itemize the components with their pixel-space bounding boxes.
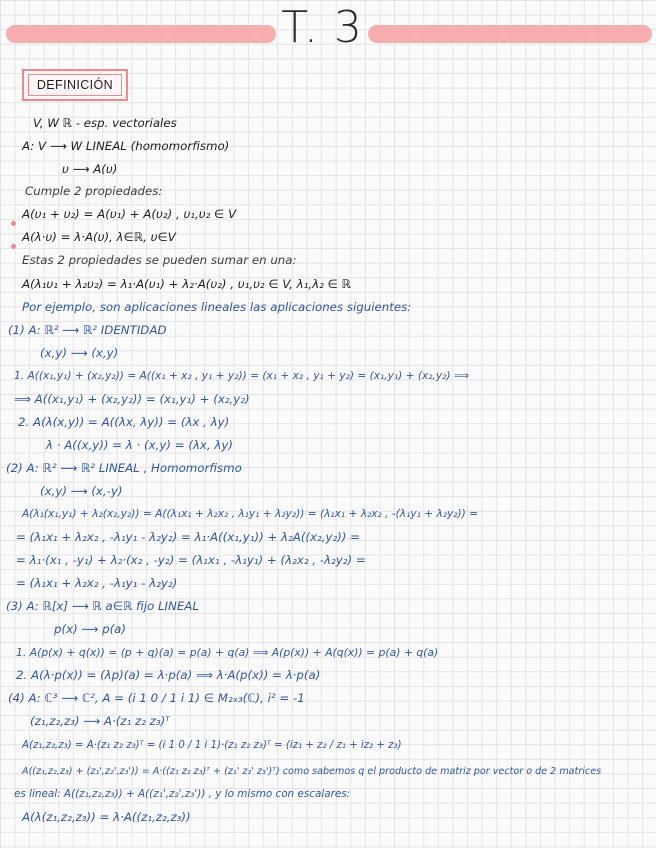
note-line: (3) A: ℝ[x] ⟶ ℝ a∈ℝ fijo LINEAL — [6, 599, 199, 613]
definition-box — [22, 69, 128, 101]
note-line: V, W ℝ - esp. vectoriales — [33, 116, 177, 130]
note-line: (4) A: ℂ³ ⟶ ℂ², A = (i 1 0 / 1 i 1) ∈ M₂ₓ₃(ℂ), i² = -1 — [8, 691, 305, 705]
note-line: υ ⟶ A(υ) — [62, 162, 118, 176]
title-highlight-right — [368, 25, 652, 43]
note-line: A((z₁,z₂,z₃) + (z₁',z₂',z₃')) = A·((z₁ z₂ z₃)ᵀ + (z₁' z₂' z₃')ᵀ) como sabemos q el producto de matriz por vector o de 2 matrices — [22, 766, 602, 777]
note-line: 1. A((x₁,y₁) + (x₂,y₂)) = A((x₁ + x₂ , y₁ + y₂)) = (x₁ + x₂ , y₁ + y₂) = (x₁,y₁) + (x₂,y₂) ⟹ — [14, 370, 470, 382]
note-line: (2) A: ℝ² ⟶ ℝ² LINEAL , Homomorfismo — [6, 461, 242, 475]
note-line: Estas 2 propiedades se pueden sumar en una: — [22, 253, 297, 267]
note-line: 2. A(λ(x,y)) = A((λx, λy)) = (λx , λy) — [18, 415, 230, 429]
note-line: A(λ₁(x₁,y₁) + λ₂(x₂,y₂)) = A((λ₁x₁ + λ₂x₂ , λ₁y₁ + λ₂y₂)) = (λ₁x₁ + λ₂x₂ , -(λ₁y₁ + λ₂y₂)) = — [22, 508, 478, 520]
note-line: ⟹ A((x₁,y₁) + (x₂,y₂)) = (x₁,y₁) + (x₂,y₂) — [14, 392, 250, 406]
note-line: 1. A(p(x) + q(x)) = (p + q)(a) = p(a) + q(a) ⟹ A(p(x)) + A(q(x)) = p(a) + q(a) — [16, 646, 439, 659]
note-line: (x,y) ⟶ (x,y) — [40, 346, 119, 360]
title-bar — [0, 0, 656, 62]
note-line: p(x) ⟶ p(a) — [54, 622, 127, 636]
bullet-point — [11, 221, 16, 226]
note-line: (1) A: ℝ² ⟶ ℝ² IDENTIDAD — [8, 323, 167, 337]
page-title: T. 3 — [281, 2, 363, 53]
note-line: es lineal: A((z₁,z₂,z₃)) + A((z₁',z₂',z₃')) , y lo mismo con escalares: — [14, 788, 351, 800]
note-line: A(z₁,z₂,z₃) = A·(z₁ z₂ z₃)ᵀ = (i 1 0 / 1 i 1)·(z₁ z₂ z₃)ᵀ = (iz₁ + z₂ / z₁ + iz₂ + z₃) — [22, 740, 402, 751]
note-line: = λ₁·(x₁ , -y₁) + λ₂·(x₂ , -y₂) = (λ₁x₁ , -λ₁y₁) + (λ₂x₂ , -λ₂y₂) = — [16, 553, 366, 567]
note-line: Cumple 2 propiedades: — [25, 184, 163, 198]
note-line: λ · A((x,y)) = λ · (x,y) = (λx, λy) — [46, 438, 233, 452]
note-line: A(υ₁ + υ₂) = A(υ₁) + A(υ₂) , υ₁,υ₂ ∈ V — [22, 207, 237, 221]
bullet-point — [11, 244, 16, 249]
note-line: Por ejemplo, son aplicaciones lineales las aplicaciones siguientes: — [22, 300, 412, 314]
note-line: = (λ₁x₁ + λ₂x₂ , -λ₁y₁ - λ₂y₂) — [16, 576, 178, 590]
note-line: A(λ(z₁,z₂,z₃)) = λ·A((z₁,z₂,z₃)) — [22, 810, 191, 824]
note-line: A: V ⟶ W LINEAL (homomorfismo) — [22, 139, 230, 153]
note-line: (z₁,z₂,z₃) ⟶ A·(z₁ z₂ z₃)ᵀ — [30, 714, 170, 728]
title-highlight-left — [6, 25, 276, 43]
note-line: 2. A(λ·p(x)) = (λp)(a) = λ·p(a) ⟹ λ·A(p(x)) = λ·p(a) — [16, 668, 321, 682]
note-line: = (λ₁x₁ + λ₂x₂ , -λ₁y₁ - λ₂y₂) = λ₁·A((x₁,y₁)) + λ₂A((x₂,y₂)) = — [16, 530, 361, 544]
note-line: A(λ₁υ₁ + λ₂υ₂) = λ₁·A(υ₁) + λ₂·A(υ₂) , υ₁,υ₂ ∈ V, λ₁,λ₂ ∈ ℝ — [22, 277, 351, 291]
note-line: (x,y) ⟶ (x,-y) — [40, 484, 123, 498]
definition-label: DEFINICIÓN — [28, 74, 122, 96]
note-line: A(λ·υ) = λ·A(υ), λ∈ℝ, υ∈V — [22, 230, 176, 244]
